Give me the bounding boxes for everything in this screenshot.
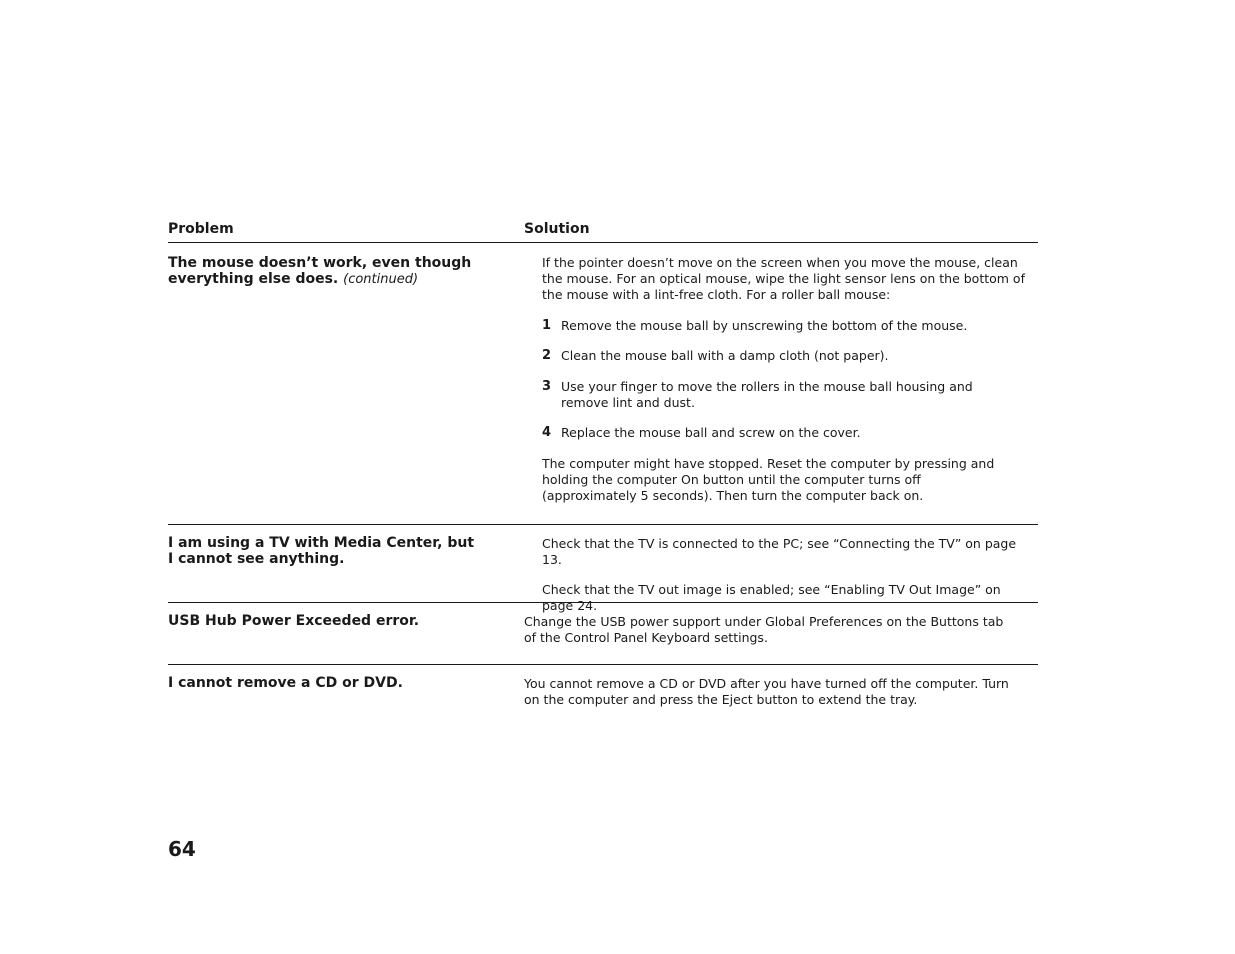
step-item (542, 318, 1034, 334)
solution-text-1: Check that the TV is connected to the PC; see “Connecting the TV” on page 13. (542, 536, 1017, 567)
problem-cell (168, 603, 524, 664)
problem-text-line2: I cannot see anything. (168, 551, 345, 567)
solution-cell (524, 525, 1038, 613)
solution-outro: The computer might have stopped. Reset the computer by pressing and holding the computer On button until the computer turns off (approximately 5 seconds). Then turn the computer back on. (542, 456, 995, 503)
step-text: Replace the mouse ball and screw on the cover. (561, 425, 861, 440)
step-number: 4 (542, 425, 552, 440)
table-header (168, 221, 1038, 243)
step-number: 1 (542, 318, 552, 333)
continued-note: (continued) (343, 272, 419, 287)
problem-cell (168, 525, 524, 602)
problem-text-line1: I am using a TV with Media Center, but (168, 535, 475, 551)
table-row-usb (168, 603, 1038, 665)
header-solution: Solution (524, 221, 590, 237)
step-text: Use your finger to move the rollers in the mouse ball housing and remove lint and dust. (561, 379, 973, 410)
solution-text: Change the USB power support under Global Preferences on the Buttons tab of the Control Panel Keyboard settings. (524, 614, 1004, 645)
table-row-tv (168, 525, 1038, 613)
troubleshooting-table (168, 221, 1038, 717)
solution-text-2: Check that the TV out image is enabled; see “Enabling TV Out Image” on page 24. (542, 582, 1001, 613)
problem-cell (168, 243, 524, 524)
solution-cell (524, 665, 1038, 717)
problem-cell (168, 665, 524, 717)
step-item (542, 425, 1034, 441)
table-row-cd (168, 665, 1038, 717)
step-number: 3 (542, 379, 552, 394)
step-number: 2 (542, 348, 552, 363)
solution-cell (524, 243, 1038, 524)
problem-text: USB Hub Power Exceeded error. (168, 613, 420, 629)
header-problem: Problem (168, 221, 234, 237)
problem-text: I cannot remove a CD or DVD. (168, 675, 403, 691)
table-row-mouse (168, 243, 1038, 525)
solution-text: You cannot remove a CD or DVD after you have turned off the computer. Turn on the computer and press the Eject button to extend the tray. (524, 676, 1009, 707)
step-item (542, 348, 1034, 364)
step-item (542, 379, 1034, 411)
solution-cell (524, 603, 1038, 664)
solution-intro: If the pointer doesn’t move on the screen when you move the mouse, clean the mouse. For an optical mouse, wipe the light sensor lens on the bottom of the mouse with a lint-free cloth. For a roller ball mouse: (542, 255, 1025, 302)
step-text: Remove the mouse ball by unscrewing the bottom of the mouse. (561, 318, 968, 333)
solution-steps (542, 318, 1034, 441)
problem-text: The mouse doesn’t work, even though everything else does. (168, 255, 472, 287)
page-number: 64 (168, 837, 196, 861)
step-text: Clean the mouse ball with a damp cloth (not paper). (561, 348, 889, 363)
